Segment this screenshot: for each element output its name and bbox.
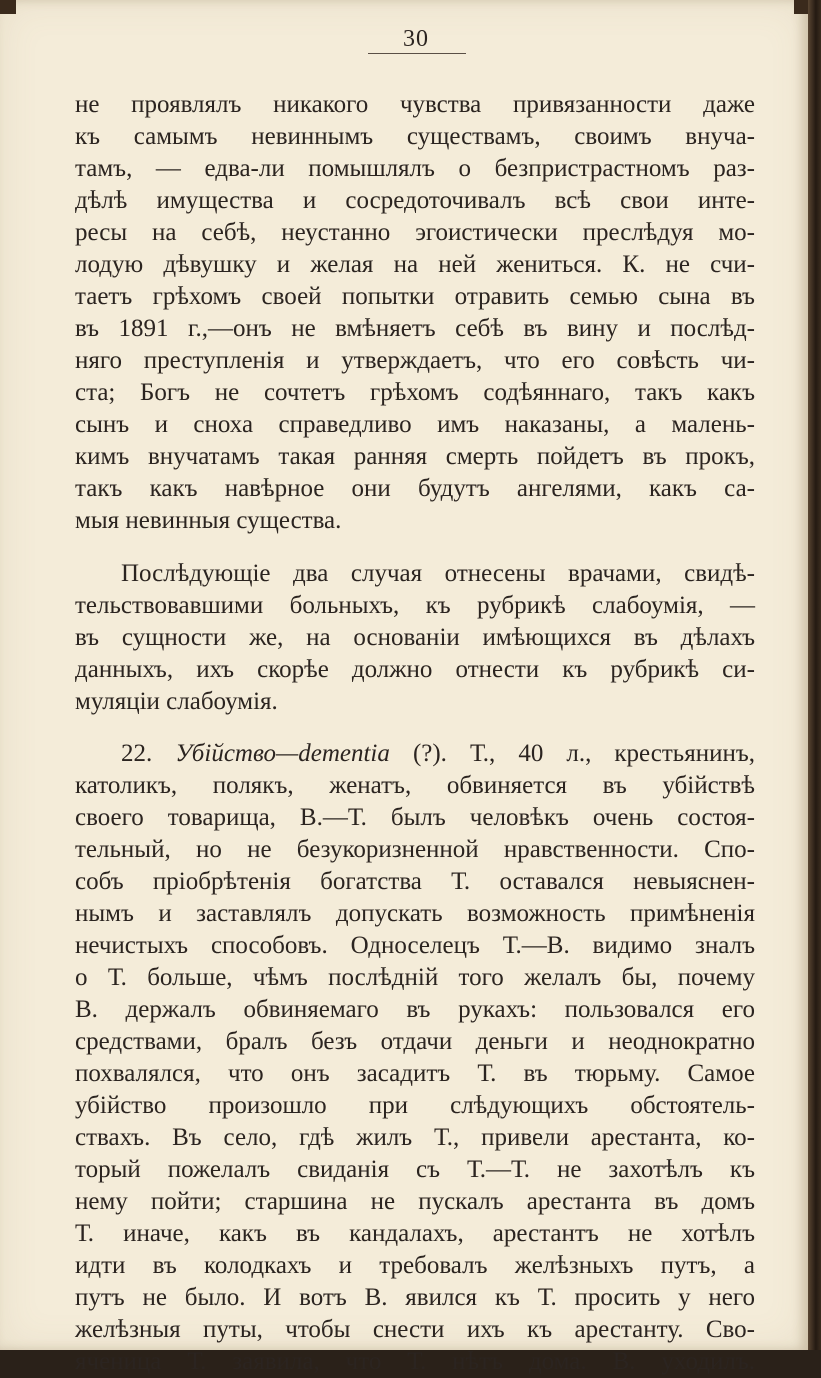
- book-spine-edge: [808, 0, 821, 1350]
- text-line: тамъ, — едва-ли помышлялъ о безпристрастномъ раз-: [75, 155, 755, 182]
- text-line: торый пожелалъ свиданія съ Т.—Т. не захотѣлъ къ: [75, 1156, 755, 1183]
- case-heading-line: [121, 738, 755, 770]
- text-line: няго преступленія и утверждаетъ, что его совѣсть чи-: [75, 347, 755, 374]
- text-line: католикъ, полякъ, женатъ, обвиняется въ убійствѣ: [75, 772, 755, 799]
- text-line: тельствовавшими больныхъ, къ рубрикѣ слабоумія, —: [75, 592, 755, 619]
- text-line: нымъ и заставлялъ допускать возможность примѣненія: [75, 900, 755, 927]
- text-line: къ самымъ невиннымъ существамъ, своимъ внуча-: [75, 123, 755, 150]
- text-line: Т. иначе, какъ въ кандалахъ, арестантъ не хотѣлъ: [75, 1220, 755, 1247]
- text-line: такъ какъ навѣрное они будутъ ангелями, какъ са-: [75, 475, 755, 502]
- text-line: яченица Т. заявила, что Т. нѣтъ дома. В. уходилъ.: [75, 1348, 755, 1375]
- page-number-rule: [368, 53, 466, 54]
- text-line: убійство произошло при слѣдующихъ обстоятель-: [75, 1092, 755, 1119]
- text-line: таетъ грѣхомъ своей попытки отравить семью сына въ: [75, 283, 755, 310]
- text-line: кимъ внучатамъ такая ранняя смерть пойдетъ въ прокъ,: [75, 443, 755, 470]
- text-line: тельный, но не безукоризненной нравственности. Спо-: [75, 836, 755, 863]
- case-number: 22.: [121, 740, 153, 767]
- text-line: ресы на себѣ, неустанно эгоистически преслѣдуя мо-: [75, 219, 755, 246]
- text-line: дѣлѣ имущества и сосредоточивалъ всѣ свои инте-: [75, 187, 755, 214]
- text-line: о Т. больше, чѣмъ послѣдній того желалъ бы, почему: [75, 964, 755, 991]
- text-line: данныхъ, ихъ скорѣе должно отнести къ рубрикѣ си-: [75, 656, 755, 683]
- text-line: въ 1891 г.,—онъ не вмѣняетъ себѣ въ вину и послѣд-: [75, 315, 755, 342]
- text-line: В. держалъ обвиняемаго въ рукахъ: пользовался его: [75, 996, 755, 1023]
- text-line: мыя невинныя существа.: [75, 507, 342, 534]
- text-line: муляціи слабоумія.: [75, 688, 278, 715]
- text-line: средствами, бралъ безъ отдачи деньги и неоднократно: [75, 1028, 755, 1055]
- text-line: не проявлялъ никакого чувства привязанности даже: [75, 91, 755, 118]
- text-line: нечистыхъ способовъ. Односелецъ Т.—В. видимо зналъ: [75, 932, 755, 959]
- case-heading-rest: (?). Т., 40 л., крестьянинъ,: [412, 740, 756, 767]
- text-line: похвалялся, что онъ засадитъ Т. въ тюрьму. Самое: [75, 1060, 755, 1087]
- page-number: 30: [403, 26, 429, 52]
- text-line: желѣзныя путы, чтобы снести ихъ къ арестанту. Сво-: [75, 1316, 755, 1343]
- text-line: собъ пріобрѣтенія богатства Т. оставался невыяснен-: [75, 868, 755, 895]
- text-line: въ сущности же, на основаніи имѣющихся въ дѣлахъ: [75, 624, 755, 651]
- text-line: лодую дѣвушку и желая на ней жениться. К. не счи-: [75, 251, 755, 278]
- text-line: Послѣдующіе два случая отнесены врачами, свидѣ-: [121, 560, 755, 587]
- text-line: путъ не было. И вотъ В. явился къ Т. просить у него: [75, 1284, 755, 1311]
- case-title: Убійство—dementia: [175, 740, 390, 767]
- text-line: идти въ колодкахъ и требовалъ желѣзныхъ путъ, а: [75, 1252, 755, 1279]
- text-line: нему пойти; старшина не пускалъ арестанта въ домъ: [75, 1188, 755, 1215]
- page-corner-top-left: [0, 0, 16, 14]
- text-line: своего товарища, В.—Т. былъ человѣкъ очень состоя-: [75, 804, 755, 831]
- text-line: ста; Богъ не сочтетъ грѣхомъ содѣяннаго, такъ какъ: [75, 379, 755, 406]
- text-line: сынъ и сноха справедливо имъ наказаны, а малень-: [75, 411, 755, 438]
- text-line: ствахъ. Въ село, гдѣ жилъ Т., привели арестанта, ко-: [75, 1124, 755, 1151]
